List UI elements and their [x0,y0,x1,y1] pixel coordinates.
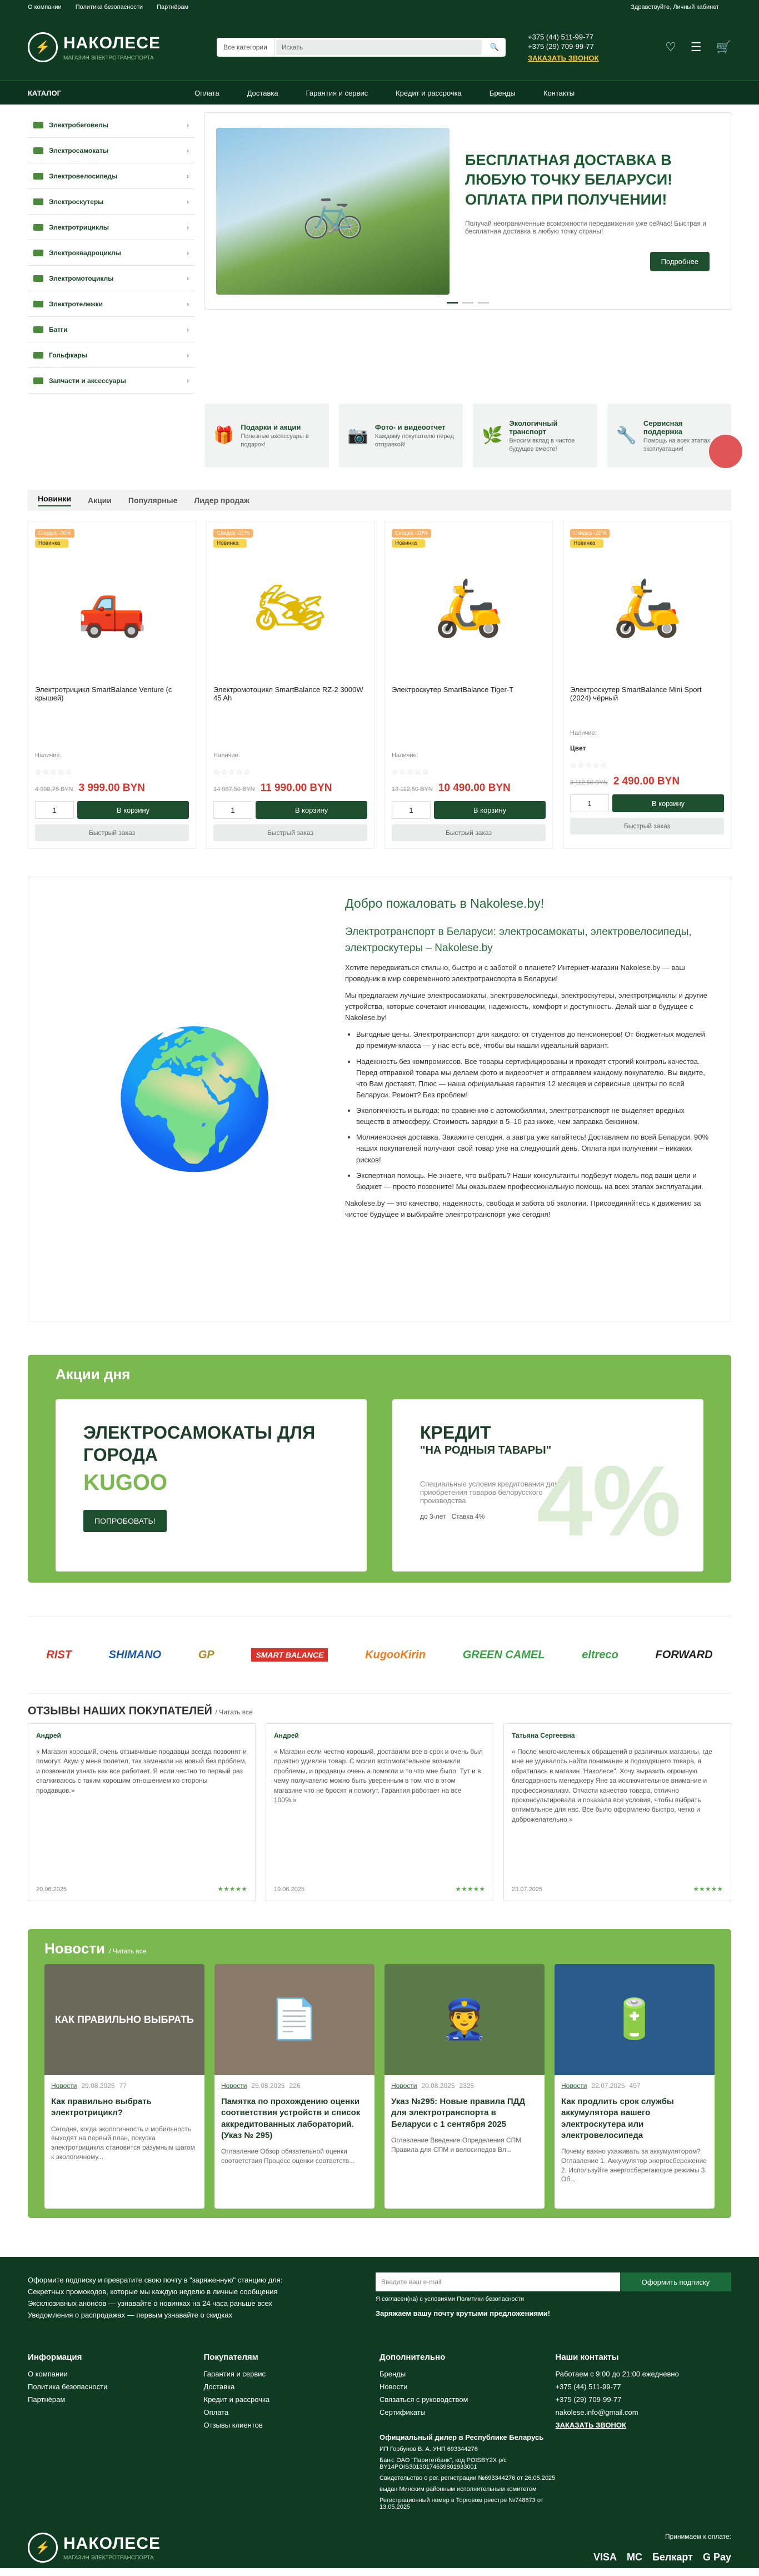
new-badge: Новинка [213,539,247,548]
sidebar-item[interactable]: Электромотоциклы › [28,266,194,291]
gift-icon: 🎁 [213,426,234,445]
search-input[interactable]: Искать [276,39,482,55]
sidebar-item[interactable]: Электротележки › [28,291,194,317]
quantity-stepper[interactable]: 1 [213,801,252,819]
sidebar-item[interactable]: Запчасти и аксессуары › [28,368,194,394]
footer-link[interactable]: Гарантия и сервис [203,2370,266,2378]
welcome-paragraph: Мы предлагаем лучшие электросамокаты, электровелосипеды, электроскутеры, электротрициклы и другие устройства, которые сочетают инновации, надежность, комфорт и доступность. Делай шаг в будущее с Nakolese.by! [345,991,707,1022]
footer-logo-subtitle: МАГАЗИН ЭЛЕКТРОТРАНСПОРТА [63,2555,154,2561]
add-to-cart-button[interactable]: В корзину [612,794,724,812]
feature-gifts: 🎁 Подарки и акции Полезные аксессуары в подарок! [204,404,329,468]
work-hours: Работаем с 9:00 до 21:00 ежедневно [555,2370,679,2378]
slider-dot[interactable] [447,302,458,304]
search-box [217,38,506,57]
reviews-all-link[interactable]: / Читать все [215,1708,253,1716]
footer-link[interactable]: Новости [379,2383,408,2391]
brands-strip [28,1616,731,1694]
phones [528,32,598,63]
old-price: 4 998,75 BYN [35,786,73,793]
bike-image: 🚲 [216,128,450,295]
percent-graphic: 4% [536,1445,681,1557]
quick-order-button[interactable]: Быстрый заказ [35,824,189,841]
product-name[interactable]: Электроскутер SmartBalance Mini Sport (2024) чёрный [570,685,702,702]
promo-card-title: КРЕДИТ [420,1423,491,1443]
rating-stars: ☆☆☆☆☆ [392,768,430,776]
footer-link[interactable]: Доставка [203,2383,235,2391]
sidebar-item[interactable]: Электротрициклы › [28,215,194,240]
footer [0,2257,759,2576]
discount-badge: Скидка -20% [392,529,431,538]
slider-more-button[interactable]: Подробнее [650,252,710,271]
promo-section [28,1355,731,1583]
color-label: Цвет [570,744,586,752]
rating-stars: ★★★★★ [455,1885,485,1893]
news-image[interactable]: 🔋 [555,1964,715,2075]
footer-callback-link[interactable]: ЗАКАЗАТЬ ЗВОНОК [555,2421,626,2429]
legal-text: Свидетельство о рег. регистрации №693344276 от 26.05.2025 [379,2475,556,2481]
quantity-stepper[interactable]: 1 [392,801,431,819]
review-card: Андрей « Магазин хороший, очень отзывчивые продавцы всегда позвонят и помогут. Акум у меня полетел, так заменили на новый без проблем, и позвонили узнать как все работает. Я если честно то первый раз сталкиваюсь с таким хорошим отношением ко стороны продавцов.» 20.06.2025 ★★★★★ [28,1723,256,1901]
subscribe-slogan: Заряжаем вашу почту крутыми предложениями! [376,2309,551,2318]
product-tabs [28,490,731,511]
welcome-list-item: • Молниеносная доставка. Закажите сегодня, а завтра уже катайтесь! Доставляем по всей Беларуси. 90% наших покупателей получают свой товар уже на следующий день. Оплата при получении – никаких рисков! [356,1132,714,1165]
old-price: 3 112,50 BYN [570,779,608,786]
rating-stars: ☆☆☆☆☆ [213,768,252,776]
feature-eco: 🌿 Экологичный транспорт Вносим вклад в чистое будущее вместе! [473,404,597,468]
news-card[interactable]: 👮 Новости 20.08.2025 2325 Указ №295: Новые правила ПДД для электротранспорта в Беларуси с 1 сентября 2025 Оглавление Введение Определения СПМ Правила для СПМ и велосипедов Вл... [385,1964,545,2209]
footer-link[interactable]: Партнёрам [28,2395,66,2404]
discount-badge: Скидка -20% [35,529,74,538]
footer-heading: Информация [28,2353,82,2362]
sidebar-item[interactable]: Электроскутеры › [28,189,194,215]
news-title: Новости / Читать все [44,1940,147,1957]
compare-icon[interactable]: ☰ [690,40,702,54]
slider-dot[interactable] [478,302,489,304]
rating-stars: ★★★★★ [693,1885,723,1893]
leaf-icon: 🌿 [482,426,503,445]
payment-logo: MC [626,2552,642,2563]
product-image[interactable]: 🛵 [612,576,682,639]
footer-link[interactable]: Политика безопасности [28,2383,108,2391]
promo-card-text: Специальные условия кредитования для приобретения товаров белорусского производства [420,1480,558,1505]
old-price: 14 987,50 BYN [213,786,255,793]
brand-logo[interactable]: eltreco [582,1648,618,1661]
rating-stars: ★★★★★ [217,1885,247,1893]
news-image[interactable]: 📄 [214,1964,374,2075]
product-image[interactable]: 🛻 [77,576,147,639]
main-nav [0,80,759,105]
top-link-partners[interactable]: Партнёрам [157,4,189,11]
nav-brands[interactable]: Бренды [489,88,516,97]
new-badge: Новинка [35,539,68,548]
brand-logo[interactable]: GP [198,1648,214,1661]
product-card[interactable] [385,521,553,849]
welcome-list-item: • Экспертная помощь. Не знаете, что выбрать? Наши консультанты подберут модель под ваши цели и бюджет — просто позвоните! Мы оказываем профессиональную помощь на всех этапах эксплуатации. [356,1170,714,1192]
floating-callback-button[interactable] [709,435,742,468]
welcome-list-item: • Экологичность и выгода: по сравнению с автомобилями, электротранспорт не выделяет вредных веществ в атмосферу. Стоимость зарядки в 5–10 раз ниже, чем заправка бензином. [356,1105,714,1127]
quantity-stepper[interactable]: 1 [35,801,74,819]
cart-icon[interactable]: 🛒 [716,40,731,54]
price: 10 490.00 BYN [438,782,511,794]
promo-card-kugoo[interactable] [56,1399,367,1572]
top-bar [0,0,759,14]
old-price: 13 112,50 BYN [392,786,433,793]
promo-card-credit[interactable] [392,1399,703,1572]
subscribe-benefit: Эксклюзивных анонсов — узнавайте о новинках на 24 часа раньше всех [28,2299,272,2308]
search-category[interactable]: Все категории [217,38,274,57]
top-link-policy[interactable]: Политика безопасности [75,4,143,11]
slider-dot[interactable] [462,302,473,304]
phone-1[interactable]: +375 (44) 511-99-77 [528,32,593,41]
news-section [28,1929,731,2218]
payment-logo: G Pay [702,2552,731,2563]
brand-logo[interactable]: RIST [46,1648,72,1661]
credit-rate: Ставка 4% [451,1513,485,1520]
product-image[interactable]: 🛵 [434,576,503,639]
account-link[interactable]: Здравствуйте, Личный кабинет [631,4,719,11]
sidebar-item[interactable]: Батги › [28,317,194,342]
camera-icon: 📷 [347,426,368,445]
logo-text: НАКОЛЕСЕ [63,33,161,52]
footer-logo-text: НАКОЛЕСЕ [63,2534,161,2553]
legal-text: выдан Минским районным исполнительным комитетом [379,2486,537,2493]
feature-service: 🔧 Сервисная поддержка Помощь на всех этапах эксплуатации! [607,404,732,468]
category-sidebar [28,112,194,394]
try-button[interactable]: ПОПРОБОВАТЬ! [83,1510,167,1532]
new-badge: Новинка [392,539,425,548]
nav-contacts[interactable]: Контакты [543,88,575,97]
footer-link[interactable]: Отзывы клиентов [203,2421,263,2429]
promo-card-title: ЭЛЕКТРОСАМОКАТЫ ДЛЯ ГОРОДА [83,1423,316,1465]
discount-badge: Скидка -20% [570,529,610,538]
payment-logo: VISA [593,2552,617,2563]
eco-globe-illustration: 🌍 [112,1024,278,1173]
brand-logo[interactable]: SHIMANO [108,1648,162,1661]
sidebar-item[interactable]: Электросамокаты › [28,138,194,163]
footer-phone[interactable]: +375 (44) 511-99-77 [555,2383,621,2391]
welcome-subtitle: Электротранспорт в Беларуси: электросамокаты, электровелосипеды, электроскутеры – Nakolese.by [345,926,692,954]
welcome-list-item: • Надежность без компромиссов. Все товары сертифицированы и проходят строгий контроль качества. Перед отправкой товара мы делаем фото и видеоотчет и отправляем каждому покупателю. Вы видите, что Вам доставят. Плюс — наша официальная гарантия 12 месяцев и сервисные центры по всей Беларуси. Ремонт? Без проблем! [356,1056,714,1101]
news-all-link[interactable]: / Читать все [109,1947,147,1955]
add-to-cart-button[interactable]: В корзину [434,801,546,819]
product-card[interactable] [563,521,731,849]
slider-text: Получай неограниченные возможности передвижения уже сейчас! Быстрая и бесплатная доставка в любую точку страны! [465,219,706,235]
slider-title: БЕСПЛАТНАЯ ДОСТАВКА В ЛЮБУЮ ТОЧКУ БЕЛАРУСИ! ОПЛАТА ПРИ ПОЛУЧЕНИИ! [465,152,673,208]
top-link-about[interactable]: О компании [28,4,62,11]
subscribe-title: Оформите подписку и превратите свою почту в "заряженную" станцию для: [28,2276,283,2284]
footer-heading: Покупателям [203,2353,258,2362]
footer-email[interactable]: nakolese.info@gmail.com [555,2408,638,2416]
sidebar-item[interactable]: Гольфкары › [28,342,194,368]
new-badge: Новинка [570,539,603,548]
agree-checkbox[interactable]: Я согласен(на) с условиями Политики безопасности [376,2296,525,2303]
logo-subtitle: МАГАЗИН ЭЛЕКТРОТРАНСПОРТА [63,54,154,61]
feature-photo: 📷 Фото- и видеоотчет Каждому покупателю перед отправкой! [339,404,463,468]
stock-label: Наличие: [570,730,597,737]
tab-new[interactable]: Новинки [38,494,71,506]
promo-brand: KUGOO [83,1470,168,1495]
tab-bestseller[interactable]: Лидер продаж [194,496,249,505]
news-image[interactable]: 👮 [385,1964,545,2075]
subscribe-benefit: Уведомления о распродажах — первым узнавайте о скидках [28,2311,233,2319]
price: 11 990.00 BYN [260,782,332,794]
dealer-text: Официальный дилер в Республике Беларусь [379,2433,544,2441]
phone-2[interactable]: +375 (29) 709-99-77 [528,42,594,51]
promo-card-quote: "НА РОДНЫЯ ТАВАРЫ" [420,1444,552,1456]
news-image[interactable]: КАК ПРАВИЛЬНО ВЫБРАТЬ [44,1964,204,2075]
welcome-section [28,877,731,1321]
review-card: Андрей « Магазин если честно хороший, доставили все в срок и очень был приятно удивлен товар. С мсиил вспомогательное возникли проблемы, и продавцы очень а помогли и то что мне было. Тут и в чему получателю можно быть уверенным в том что в этом магазине что не бросят и помогут. Гарантия работает на все 100%.» 19.06.2025 ★★★★★ [266,1723,493,1901]
payment-logo: Белкарт [652,2552,693,2563]
footer-phone[interactable]: +375 (29) 709-99-77 [555,2395,622,2404]
subscribe-benefit: Секретных промокодов, которые мы каждую неделю в личные сообщения [28,2287,278,2296]
quick-order-button[interactable]: Быстрый заказ [213,824,367,841]
footer-link[interactable]: Оплата [203,2408,229,2416]
review-card: Татьяна Сергеевна « После многочисленных обращений в различных магазины, где мне не удавалось найти понимание и подходящего товара, я обратилась в магазин "Наколесе". Хочу выразить огромную благодарность менеджеру Яне за исключительное внимание и профессионализм. Отчасти качество товара, отлично проконсультировала и показала все условия, чтобы выбрать оптимальное для нас. Все было оформлено быстро, четко и доброжелательно.» 23.07.2025 ★★★★★ [503,1723,731,1901]
welcome-paragraph: Хотите передвигаться стильно, быстро и с заботой о планете? Интернет-магазин Nakolese.by — ваш проводник в мир современного электротранспорта в Беларуси! [345,963,685,983]
wrench-icon: 🔧 [616,426,637,445]
add-to-cart-button[interactable]: В корзину [77,801,189,819]
product-name[interactable]: Электротрицикл SmartBalance Venture (с крышей) [35,685,172,702]
news-card[interactable]: 🔋 Новости 22.07.2025 497 Как продлить срок службы аккумулятора вашего электроскутера или электровелосипеда Почему важно ухаживать за аккумулятором? Оглавление 1. Аккумулятор энергосбережение 2. Используйте энергосберегающие режимы 3. Об... [555,1964,715,2209]
rating-stars: ☆☆☆☆☆ [35,768,73,776]
product-name[interactable]: Электроскутер SmartBalance Tiger-T [392,685,514,694]
product-card[interactable] [28,521,196,849]
stock-label: Наличие: [213,752,240,759]
add-to-cart-button[interactable]: В корзину [256,801,367,819]
sidebar-item[interactable]: Электроквадроциклы › [28,240,194,266]
email-input[interactable]: Введите ваш e-mail [376,2272,620,2291]
logo-icon: ⚡ [28,32,58,62]
news-card[interactable]: КАК ПРАВИЛЬНО ВЫБРАТЬ Новости 29.08.2025 77 Как правильно выбрать электротрицикл? Сегодня, когда экологичность и мобильность выходят на первый план, покупка электротрицикла становится разумным шагом к экологичному... [44,1964,204,2209]
promo-title: Акции дня [56,1366,131,1383]
brand-logo[interactable]: KugooKirin [365,1648,426,1661]
footer-link[interactable]: Сертификаты [379,2408,426,2416]
payment-label: Принимаем к оплате: [665,2533,731,2540]
footer-link[interactable]: О компании [28,2370,68,2378]
nav-payment[interactable]: Оплата [194,88,219,97]
footer-link[interactable]: Кредит и рассрочка [203,2395,270,2404]
legal-text: ИП Горбунов В. А. УНП 693344276 [379,2446,478,2453]
brand-logo[interactable]: FORWARD [655,1648,713,1661]
discount-badge: Скидка -20% [213,529,253,538]
price: 3 999.00 BYN [78,782,145,794]
reviews-heading: ОТЗЫВЫ НАШИХ ПОКУПАТЕЛЕЙ / Читать все [28,1705,253,1717]
quantity-stepper[interactable]: 1 [570,794,609,812]
product-image[interactable]: 🏍 [255,576,326,639]
footer-link[interactable]: Связаться с руководством [379,2395,468,2404]
footer-heading: Наши контакты [555,2353,619,2362]
quick-order-button[interactable]: Быстрый заказ [570,818,724,834]
nav-warranty[interactable]: Гарантия и сервис [306,88,368,97]
footer-heading: Дополнительно [379,2353,446,2362]
news-card[interactable]: 📄 Новости 25.08.2025 226 Памятка по прохождению оценки соответствия устройств и список аккредитованных лабораторий. (Указ № 295) Оглавление Обзор обязательной оценки соответствия Процесс оценки соответств... [214,1964,374,2209]
copyright: © Nakolese.by - интернет-магазин электротранспорта, 2025 [28,2568,212,2576]
product-card[interactable] [206,521,374,849]
sidebar-item[interactable]: Электробеговелы › [28,112,194,138]
search-icon[interactable]: 🔍 [490,43,500,51]
catalog-button[interactable]: КАТАЛОГ [28,88,61,97]
footer-link[interactable]: Бренды [379,2370,406,2378]
header [0,14,759,80]
callback-link[interactable]: ЗАКАЗАТЬ ЗВОНОК [528,53,599,62]
legal-text: Банк: ОАО "Паритетбанк", код POISBY2X р/с BY14POIS30130174639801933001 [379,2457,507,2470]
sidebar-item[interactable]: Электровелосипеды › [28,163,194,189]
nav-delivery[interactable]: Доставка [247,88,278,97]
hero-slider [204,112,731,310]
nav-credit[interactable]: Кредит и рассрочка [396,88,462,97]
rating-stars: ☆☆☆☆☆ [570,761,608,769]
quick-order-button[interactable]: Быстрый заказ [392,824,546,841]
legal-text: Регистрационный номер в Торговом реестре №748873 от 13.05.2025 [379,2497,543,2510]
favorites-icon[interactable]: ♡ [665,40,676,54]
stock-label: Наличие: [35,752,62,759]
welcome-list-item: • Выгодные цены. Электротранспорт для каждого: от студентов до пенсионеров! От бюджетных моделей до премиум-класса — у нас есть всё, чтобы вы нашли идеальный вариант. [356,1029,714,1051]
logo[interactable] [28,32,194,62]
tab-popular[interactable]: Популярные [128,496,178,505]
brand-logo[interactable]: GREEN CAMEL [462,1648,545,1661]
brand-logo[interactable]: SMART BALANCE [251,1648,328,1662]
logo-icon: ⚡ [28,2533,58,2563]
subscribe-button[interactable]: Оформить подписку [620,2272,731,2291]
welcome-paragraph: Nakolese.by — это качество, надежность, свобода и забота об экологии. Присоединяйтесь к движению за чистое будущее и выбирайте электротранспорт уже сегодня! [345,1199,701,1219]
stock-label: Наличие: [392,752,418,759]
tab-sale[interactable]: Акции [87,496,112,505]
credit-term: до 3-лет [420,1513,446,1520]
price: 2 490.00 BYN [613,775,680,787]
product-name[interactable]: Электромотоцикл SmartBalance RZ-2 3000W 45 Ah [213,685,363,702]
welcome-title: Добро пожаловать в Nakolese.by! [345,896,545,911]
